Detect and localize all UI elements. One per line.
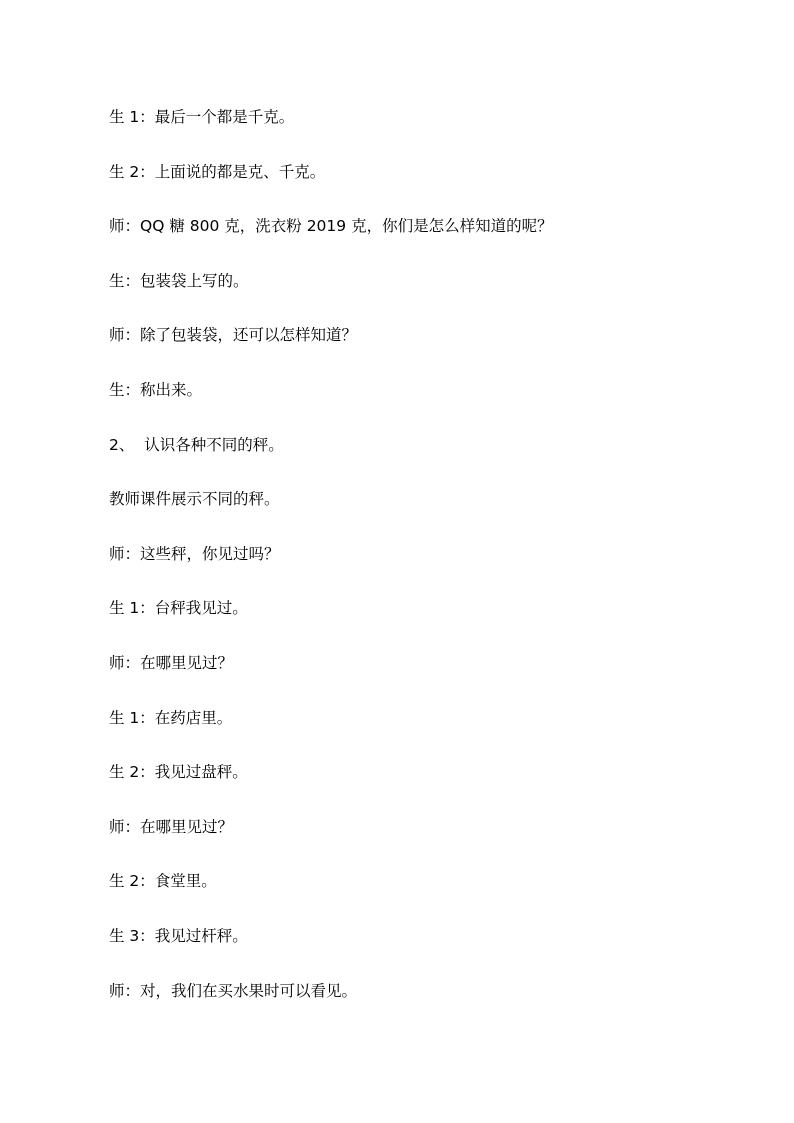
text-line: 师：除了包装袋，还可以怎样知道？ [109, 326, 358, 345]
text-line: 生 2：我见过盘秤。 [109, 763, 248, 782]
section-heading: 2、 认识各种不同的秤。 [109, 435, 284, 454]
text-line: 生 1：台秤我见过。 [109, 599, 248, 618]
text-line: 生 2：上面说的都是克、千克。 [109, 162, 326, 181]
text-line: 师：QQ 糖 800 克，洗衣粉 2019 克，你们是怎么样知道的呢？ [109, 217, 553, 236]
text-line: 师：在哪里见过？ [109, 817, 234, 836]
text-line: 生 3：我见过杆秤。 [109, 926, 248, 945]
text-line: 师：这些秤，你见过吗？ [109, 544, 280, 563]
text-line: 师：在哪里见过？ [109, 653, 234, 672]
text-line: 师：对，我们在买水果时可以看见。 [109, 981, 358, 1000]
text-line: 生 1：在药店里。 [109, 708, 233, 727]
text-line: 生：称出来。 [109, 380, 203, 399]
dialogue-text [109, 104, 709, 1032]
text-line: 教师课件展示不同的秤。 [109, 490, 280, 509]
text-line: 生 2：食堂里。 [109, 872, 217, 891]
text-line: 生 1：最后一个都是千克。 [109, 108, 295, 126]
text-line: 生：包装袋上写的。 [109, 271, 249, 290]
